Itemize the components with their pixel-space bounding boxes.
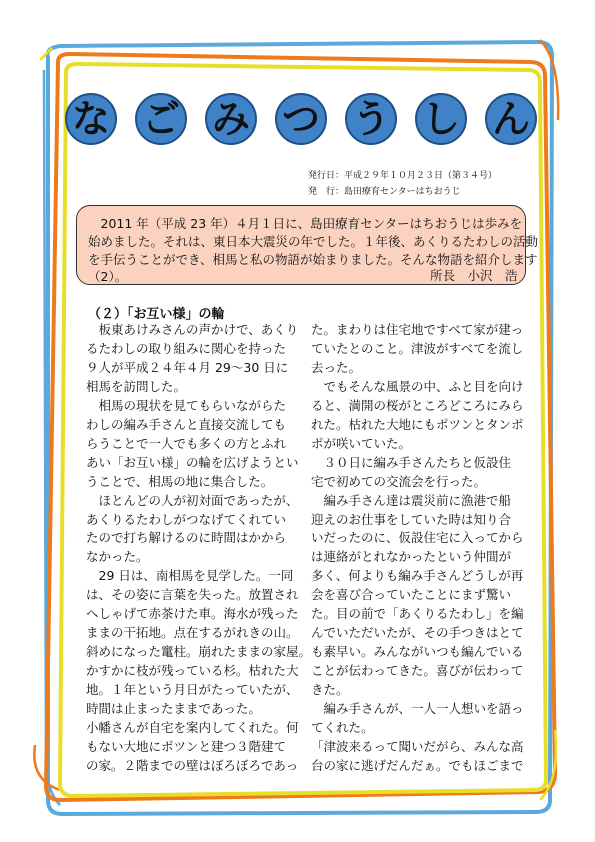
title-char-circle: う [345,93,397,145]
article-line: 相馬の現状を見てもらいながらた [86,397,287,413]
title-char-circle: つ [275,93,327,145]
article-line: たので打ち解けるのに時間はかから [86,530,287,546]
article-line: 迎えのお仕事をしていた時は知り合 [311,511,512,527]
article-line: へしゃげて赤茶けた車。海水が残った [86,606,299,622]
article-line: でもそんな風景の中、ふと目を向け [311,378,524,394]
intro-line: 始めました。それは、東日本大震災の年でした。１年後、あくりるたわしの活動 [88,234,539,249]
article-line: るたわしの取り組みに関心を持った [86,340,287,356]
publisher: 発 行：島田療育センターはちおうじ [308,187,461,197]
article-line: 多く、何よりも編み手さんどうしが再 [311,568,524,584]
article-line: 相馬を訪問した。 [86,378,187,394]
newsletter-title [65,93,555,145]
title-char-circle: み [205,93,257,145]
article-line: あくりるたわしがつなげてくれてい [86,511,287,527]
title-char-circle: ご [135,93,187,145]
issue-date: 発行日：平成２９年１０月２３日（第３４号） [308,171,498,181]
article-line: は連絡がとれなかったという仲間が [311,549,512,565]
article-line: いだったのに、仮設住宅に入ってから [311,530,524,546]
article-line: んでいただいたが、その手つきはとて [311,625,524,641]
title-char-circle: し [415,93,467,145]
article-line: の家。２階までの壁はぼろぼろであっ [86,757,299,773]
article-line: わしの編み手さんと直接交流しても [86,416,287,432]
article-line: 斜めになった竃柱。崩れたままの家屋。 [86,644,312,660]
intro-line: 2011 年（平成 23 年）４月１日に、島田療育センターはちおうじは歩みを [88,216,523,231]
article-line: れた。枯れた大地にもポツンとタンポ [311,416,524,432]
article-line: 会を喜び合っていたことにまず驚い [311,587,512,603]
article-line: ると、満開の桜がところどころにみら [311,397,524,413]
article-line: 去った。 [311,359,362,375]
title-char-circle: な [65,93,117,145]
article-line: 編み手さんが、一人一人想いを語っ [311,701,524,716]
article-line: なかった。 [86,549,149,565]
article-line: 時間は止まったままであった。 [86,701,261,716]
title-char-circle: ん [485,93,537,145]
article-line: 台の家に逃げだんだぁ。でもほごまで [311,757,524,773]
article-line: 板東あけみさんの声かけで、あくり [86,322,299,337]
article-line: てくれた。 [311,719,374,735]
article-line: ポが咲いていた。 [311,435,412,451]
article-line: た。目の前で「あくりるたわし」を編 [311,606,524,622]
article-heading: （２）「お互い様」の輪 [88,307,225,322]
article-line: ３０日に編み手さんたちと仮設住 [311,454,512,470]
article-line: 編み手さん達は震災前に漁港で船 [311,492,512,508]
article-line: 宅で初めての交流会を行った。 [311,473,487,489]
article-line: ９人が平成２４年４月 29～30 日に [86,359,289,375]
article-line: うことで、相馬の地に集合した。 [86,473,274,489]
article-line: ままの干拓地。点在するがれきの山。 [86,625,299,641]
article-line: 小幡さんが自宅を案内してくれた。何 [86,719,299,735]
intro-signature: 所長 小沢 浩 [430,268,518,283]
article-line: かすかに枝が残っている杉。枯れた大 [86,663,299,679]
article-line: た。まわりは住宅地ですべて家が建っ [311,322,524,337]
article-line: 29 日は、南相馬を見学した。一同 [86,568,294,584]
article-line: 地。１年という月日がたっていたが、 [86,682,299,698]
intro-line: （2）。 [88,269,128,284]
article-line: あい「お互い様」の輪を広げようとい [86,454,299,470]
article-line: ていたとのこと。津波がすべてを流し [311,340,524,356]
article-line: は、その姿に言葉を失った。放置され [86,587,299,603]
article-line: ほとんどの人が初対面であったが、 [86,492,299,508]
article-line: 「津波来るって聞いだがら、みんな高 [311,738,524,754]
article-line: ことが伝わってきた。喜びが伝わって [311,663,524,679]
article-line: もない大地にポツンと建つ３階建て [86,738,287,754]
article-line: も素早い。みんながいつも編んでいる [311,644,524,660]
intro-line: を手伝うことができ、相馬と私の物語が始まりました。そんな物語を紹介します [88,252,538,267]
article-line: らうことで一人でも多くの方とふれ [86,435,287,451]
article-line: きた。 [311,682,349,698]
